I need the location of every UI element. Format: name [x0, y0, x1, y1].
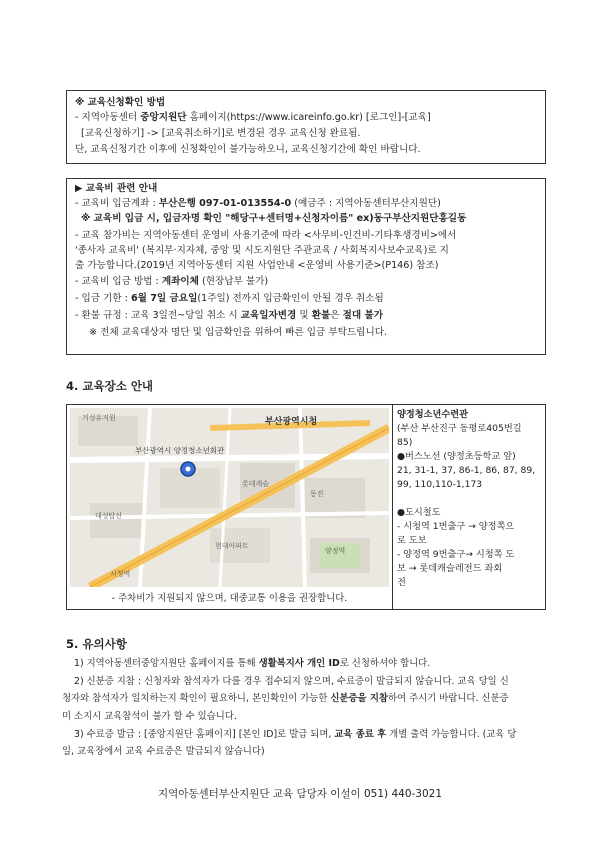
- notice-2-line3: 미 소지시 교육참석이 불가 할 수 있습니다.: [62, 711, 237, 722]
- map-label-lotte: 롯데캐슬: [242, 480, 270, 488]
- payment-deadline: - 입금 기한 : 6월 7일 금요일(1주일) 전까지 입금확인이 안될 경우 취소됨: [75, 293, 384, 304]
- application-check-box: [66, 90, 546, 164]
- fee-info-box: [66, 178, 546, 355]
- section5-title: 5. 유의사항: [66, 637, 127, 651]
- subway-line5: 전: [397, 577, 406, 588]
- notice-3-line2: 일, 교육장에서 교육 수료증은 발급되지 않습니다): [62, 746, 265, 757]
- account-line: - 교육비 입금계좌 : 부산은행 097-01-013554-0 (예금주 : 지역아동센터부산지원단): [75, 198, 441, 209]
- notice-2-line2: 청자와 참석자가 일치하는지 확인이 필요하니, 본인확인이 가능한 신분증을 지참하여 주시기 바랍니다. 신분증: [62, 693, 509, 704]
- fee-policy-2: '종사자 교육비' (복지부·지자체, 중앙 및 시도지원단 주관교육 / 사회복지사보수교육)로 지: [75, 245, 449, 256]
- subway-line3: - 양정역 9번출구→ 시청쪽 도: [397, 549, 515, 560]
- map-label-apt3: 동진: [310, 490, 324, 498]
- location-box: [66, 404, 546, 610]
- notice-2-line1: 2) 신분증 지참 : 신청자와 참석자가 다를 경우 접수되지 않으며, 수료증이 발급되지 않습니다. 교육 당일 신: [74, 676, 509, 687]
- map-label-center: 부산광역시 양정청소년회관: [135, 446, 225, 455]
- deposit-name-note: ※ 교육비 입금 시, 입금자명 확인 "해당구+센터명+신청자이름" ex)동구부산지원단홍길동: [81, 213, 467, 224]
- divider: [392, 405, 393, 609]
- venue-name: 양정청소년수련관: [397, 409, 469, 420]
- map-label-city-hall-station: 시청역: [110, 570, 131, 578]
- fee-policy-3: 출 가능합니다.(2019년 지역아동센터 지원 사업안내 <운영비 사용기준>(P146) 참조): [75, 260, 439, 271]
- map-label-apt4: 현대아파트: [215, 542, 249, 550]
- final-note: ※ 전체 교육대상자 명단 및 입금확인을 위하여 빠른 입금 부탁드립니다.: [89, 327, 388, 338]
- location-map: [70, 408, 389, 587]
- subway-line4: 보 → 롯데캐슬레전드 좌회: [397, 563, 503, 574]
- subway-line1: - 시청역 1번출구 → 양정쪽으: [397, 521, 515, 532]
- notice-1: 1) 지역아동센터중앙지원단 홈페이지를 통해 생활복지사 개인 ID로 신청하셔야 합니다.: [74, 658, 431, 669]
- footer-contact: 지역아동센터부산지원단 교육 담당자 이설이 051) 440-3021: [157, 788, 443, 800]
- notice-3-line1: 3) 수료증 발급 : [중앙지원단 홈페이지] [본인 ID]로 발급 되며, 교육 종료 후 개별 출력 가능합니다. (교육 당: [74, 729, 517, 740]
- box1-line2: [교육신청하기] -> [교육취소하기]로 변경된 경우 교육신청 완료됨.: [81, 128, 361, 139]
- map-label-apt1: 거성유지원: [82, 414, 116, 422]
- map-caption: - 주차비가 지원되지 않으며, 대중교통 이용을 권장합니다.: [111, 593, 348, 604]
- address-line2: 85): [397, 437, 413, 448]
- box1-line1: - 지역아동센터 중앙지원단 홈페이지(https://www.icareinfo.go.kr) [로그인]-[교육]: [75, 112, 431, 123]
- map-label-apt2: 대성탑선: [95, 512, 123, 520]
- box1-title: ※ 교육신청확인 방법: [75, 97, 166, 108]
- map-graphic: [70, 408, 389, 587]
- subway-line2: 로 도보: [397, 535, 427, 546]
- bus-title: ●버스노선 (양정초등학교 앞): [397, 451, 516, 462]
- directions-panel: [397, 408, 543, 590]
- address-line1: (부산 부산진구 동평로405번길: [397, 423, 522, 434]
- box2-title: ▶ 교육비 관련 안내: [75, 183, 158, 194]
- bus-routes-1: 21, 31-1, 37, 86-1, 86, 87, 89,: [397, 465, 536, 476]
- refund-policy: - 환불 규정 : 교육 3일전~당일 취소 시 교육일자변경 및 환불은 절대 불가: [75, 310, 383, 321]
- payment-method: - 교육비 입금 방법 : 계좌이체 (현장납부 불가): [75, 276, 269, 287]
- fee-policy-1: - 교육 참가비는 지역아동센터 운영비 사용기준에 따라 <사무비-인건비-기타후생경비>에서: [75, 230, 457, 241]
- bus-routes-2: 99, 110,110-1,173: [397, 479, 483, 490]
- section4-title: 4. 교육장소 안내: [66, 379, 154, 393]
- subway-title: ●도시철도: [397, 507, 441, 518]
- map-label-city-hall: 부산광역시청: [265, 417, 318, 427]
- box1-line3: 단, 교육신청기간 이후에 신청확인이 불가능하오니, 교육신청기간에 확인 바랍니다.: [75, 144, 421, 155]
- map-label-yangjeong-station: 양정역: [325, 547, 346, 555]
